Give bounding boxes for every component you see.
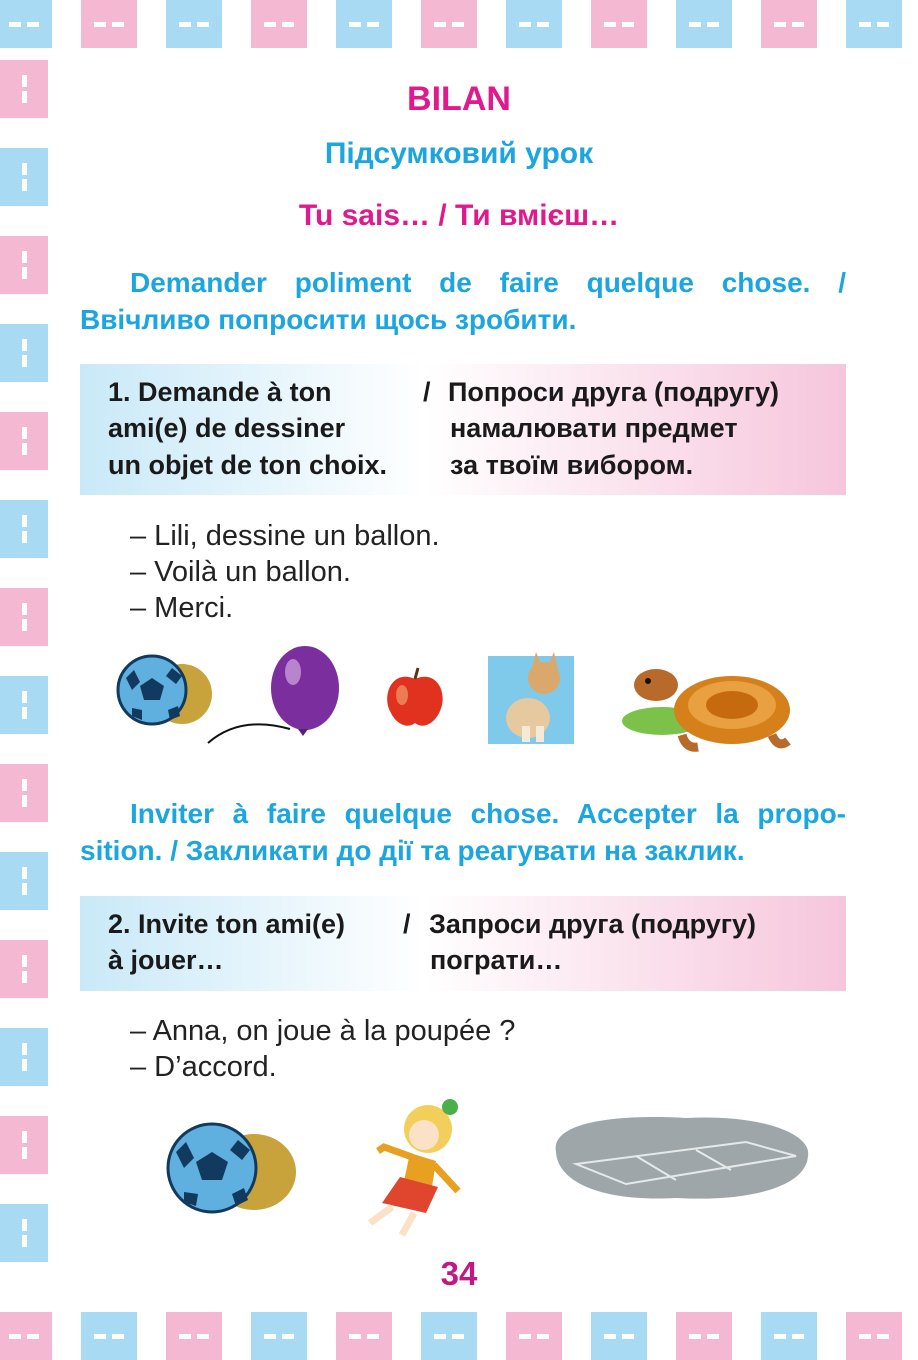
- task1-separator: /: [423, 377, 431, 407]
- page-title: BILAN: [407, 80, 511, 118]
- task2-fr-line1: 2. Invite ton ami(e): [108, 909, 346, 939]
- dialog2-line: – Anna, on joue à la poupée ?: [130, 1015, 516, 1047]
- border-tile: [0, 1204, 48, 1262]
- apple-icon: [382, 665, 448, 731]
- border-tile: [506, 0, 562, 48]
- task1-fr-line2: ami(e) de dessiner: [108, 413, 346, 443]
- section-title: Tu sais… / Ти вмієш…: [298, 199, 620, 232]
- page-number: 34: [440, 1255, 478, 1292]
- balloon-icon: [200, 645, 350, 745]
- section1-intro: [80, 264, 846, 338]
- border-tile: [421, 0, 477, 48]
- task2-fr-line2: à jouer…: [108, 945, 224, 975]
- border-tile: [0, 324, 48, 382]
- border-tile: [0, 1028, 48, 1086]
- task1-uk-line2: намалювати предмет: [450, 413, 738, 443]
- task1-box: [80, 364, 846, 495]
- border-tile: [0, 1116, 48, 1174]
- dialog1-line: – Lili, dessine un ballon.: [130, 520, 440, 552]
- border-tile: [591, 0, 647, 48]
- border-tile: [0, 588, 48, 646]
- dialog1-line: – Merci.: [130, 592, 234, 624]
- section2-intro-line1: Inviter à faire quelque chose. Accepter la propo-: [130, 798, 846, 829]
- border-tile: [0, 0, 52, 48]
- turtle-icon: [622, 655, 797, 753]
- border-tile: [761, 1312, 817, 1360]
- hopscotch-icon: [546, 1112, 816, 1204]
- border-tile: [846, 1312, 902, 1360]
- border-tile: [0, 236, 48, 294]
- task2-uk-line1: Запроси друга (подругу): [429, 909, 757, 939]
- dialog1: [130, 518, 440, 626]
- task2-uk-line2: пограти…: [430, 945, 563, 975]
- task2-box: [80, 896, 846, 991]
- border-tile: [81, 0, 137, 48]
- left-border: [0, 60, 52, 1300]
- border-tile: [81, 1312, 137, 1360]
- dialog2: [130, 1013, 515, 1085]
- section2-intro-line2: sition. / Закликати до дії та реагувати на заклик.: [80, 835, 745, 866]
- page-subtitle: Підсумковий урок: [324, 137, 594, 170]
- cat-icon: [488, 648, 574, 744]
- border-tile: [251, 1312, 307, 1360]
- border-tile: [0, 412, 48, 470]
- section1-intro-line2: Ввічливо попросити щось зробити.: [80, 304, 577, 335]
- border-tile: [0, 500, 48, 558]
- border-tile: [166, 1312, 222, 1360]
- dialog2-line: – D’accord.: [130, 1051, 277, 1083]
- border-tile: [251, 0, 307, 48]
- task1-uk-line1: Попроси друга (подругу): [448, 377, 779, 407]
- border-tile: [0, 940, 48, 998]
- section1-intro-line1: Demander poliment de faire quelque chose. /: [130, 267, 846, 298]
- border-tile: [761, 0, 817, 48]
- section2-intro: [80, 795, 846, 869]
- doll-icon: [340, 1095, 480, 1240]
- task1-fr-line3: un objet de ton choix.: [108, 450, 387, 480]
- border-tile: [676, 0, 732, 48]
- soccer-ball-icon: [162, 1118, 302, 1218]
- top-border: [0, 0, 918, 52]
- border-tile: [421, 1312, 477, 1360]
- task2-separator: /: [403, 909, 411, 939]
- dialog1-line: – Voilà un ballon.: [130, 556, 351, 588]
- border-tile: [846, 0, 902, 48]
- border-tile: [0, 676, 48, 734]
- task1-fr-line1: 1. Demande à ton: [108, 377, 332, 407]
- border-tile: [0, 1312, 52, 1360]
- border-tile: [591, 1312, 647, 1360]
- border-tile: [676, 1312, 732, 1360]
- border-tile: [336, 1312, 392, 1360]
- border-tile: [0, 852, 48, 910]
- task1-uk-line3: за твоїм вибором.: [450, 450, 694, 480]
- bottom-border: [0, 1308, 918, 1360]
- border-tile: [336, 0, 392, 48]
- border-tile: [0, 764, 48, 822]
- border-tile: [166, 0, 222, 48]
- border-tile: [506, 1312, 562, 1360]
